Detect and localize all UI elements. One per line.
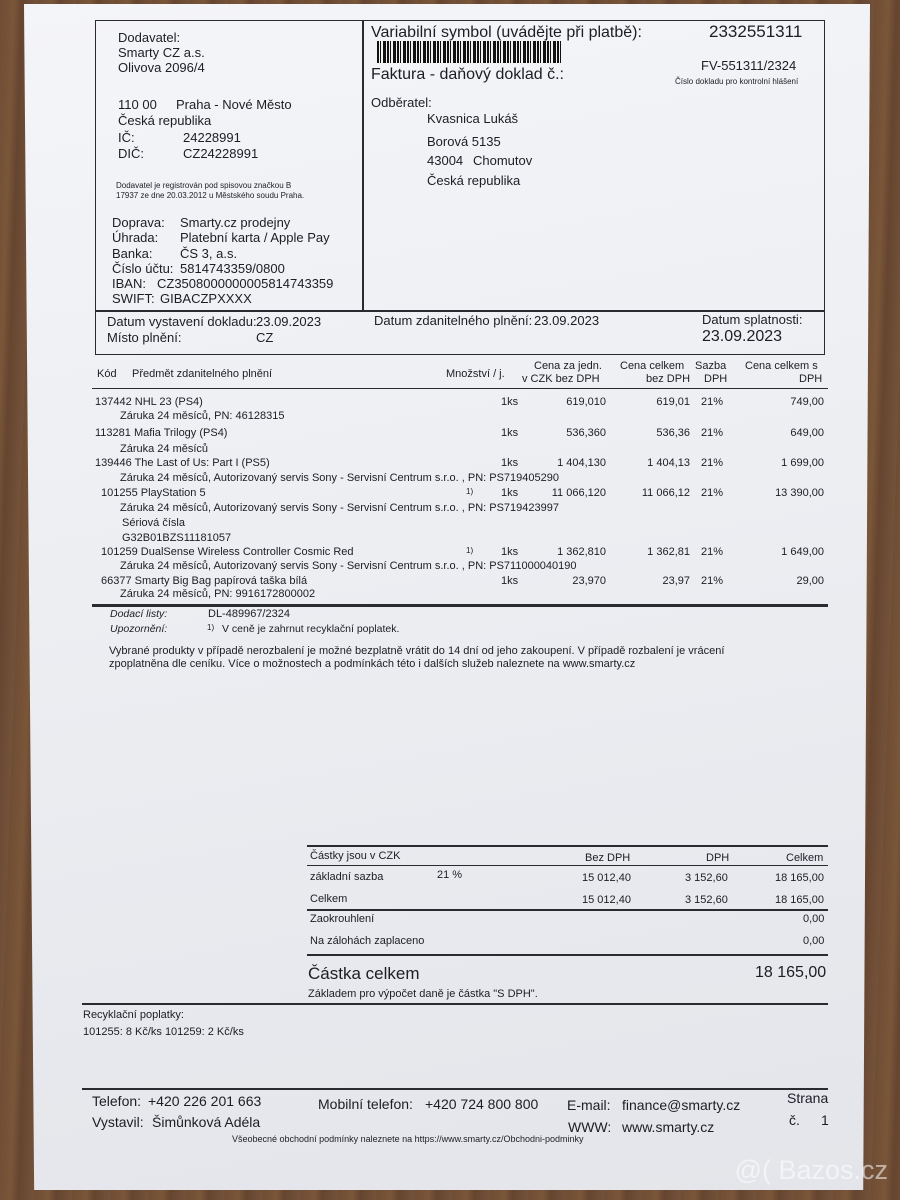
item-gross-total: 13 390,00 — [775, 487, 824, 499]
due-date: 23.09.2023 — [702, 328, 783, 345]
item-quantity: 1ks — [501, 396, 519, 408]
grand-total-value: 18 165,00 — [755, 964, 827, 981]
recycling-label: Recyklační poplatky: — [83, 1009, 184, 1021]
item-quantity: 1ks — [501, 427, 519, 439]
item-unit-price: 23,970 — [572, 575, 606, 587]
item-unit-price: 619,010 — [566, 396, 606, 408]
summary-top-line — [307, 845, 828, 847]
www-label: WWW: — [568, 1119, 612, 1135]
item-footnote-mark: 1) — [466, 487, 474, 496]
col-net-1: Cena celkem — [620, 360, 685, 372]
item-quantity: 1ks — [501, 487, 519, 499]
var-symbol-value: 2332551311 — [709, 22, 803, 41]
customer-zip: 43004 — [427, 153, 464, 168]
supplier-ic: 24228991 — [183, 130, 241, 145]
item-description: Záruka 24 měsíců, Autorizovaný servis Sony - Servisní Centrum s.r.o. , PN: PS719405290 — [120, 472, 559, 484]
basic-rate: 21 % — [437, 869, 463, 881]
warning-text: V ceně je zahrnut recyklační poplatek. — [222, 623, 400, 635]
return-policy-2: zpoplatněna dle ceníku. Více o možnostech a podmínkách této i dalších služeb naleznete na www.smarty.cz — [109, 658, 636, 670]
email-label: E-mail: — [567, 1097, 611, 1113]
item-description: Záruka 24 měsíců — [120, 443, 209, 455]
item-gross-total: 1 649,00 — [781, 546, 824, 558]
summary-h-vat: DPH — [706, 852, 730, 864]
table-header-line — [92, 388, 828, 389]
table-row — [0, 427, 900, 443]
table-row — [0, 502, 900, 518]
ucet-label: Číslo účtu: — [112, 261, 174, 276]
col-rate-2: DPH — [704, 373, 728, 385]
total-label: Celkem — [310, 893, 348, 905]
supplier-zip: 110 00 — [118, 97, 157, 112]
table-row — [0, 560, 900, 576]
item-quantity: 1ks — [501, 457, 519, 469]
header-divider — [362, 20, 364, 310]
www-value: www.smarty.cz — [622, 1119, 715, 1135]
iban-label: IBAN: — [112, 276, 146, 291]
terms-note: Všeobecné obchodní podmínky naleznete na https://www.smarty.cz/Obchodni-podminky — [232, 1134, 584, 1144]
banka-value: ČS 3, a.s. — [180, 246, 238, 261]
recycling-values: 101255: 8 Kč/ks 101259: 2 Kč/ks — [83, 1026, 244, 1038]
deposit-label: Na zálohách zaplaceno — [310, 935, 425, 947]
issue-date: 23.09.2023 — [256, 314, 322, 329]
col-subject: Předmět zdanitelného plnění — [132, 368, 273, 380]
doc-label: Faktura - daňový doklad č.: — [371, 66, 564, 83]
summary-grand-line — [307, 954, 828, 956]
deposit-value: 0,00 — [803, 935, 825, 947]
ucet-value: 5814743359/0800 — [180, 261, 285, 276]
item-unit-price: 1 362,810 — [557, 546, 606, 558]
uhrada-value: Platební karta / Apple Pay — [180, 230, 330, 245]
issuer-value: Šimůnková Adéla — [152, 1114, 261, 1130]
page-label: Strana — [787, 1090, 829, 1106]
col-unit-2: v CZK bez DPH — [522, 373, 600, 385]
supplier-street: Olivova 2096/4 — [118, 60, 205, 75]
barcode — [377, 41, 561, 63]
item-net-total: 11 066,12 — [641, 487, 690, 499]
item-vat-rate: 21% — [701, 396, 724, 408]
item-description: 101255 PlayStation 5 — [101, 487, 206, 499]
basic-rate-label: základní sazba — [310, 871, 384, 883]
place-label: Místo plnění: — [107, 330, 182, 345]
basic-net: 15 012,40 — [582, 872, 631, 884]
table-row — [0, 410, 900, 426]
registry-line-1: Dodavatel je registrován pod spisovou značkou B — [116, 181, 292, 190]
item-description: 66377 Smarty Big Bag papírová taška bílá — [101, 575, 308, 587]
item-gross-total: 649,00 — [790, 427, 824, 439]
taxable-date-label: Datum zdanitelného plnění: — [374, 313, 533, 328]
delivery-value: DL-489967/2324 — [208, 608, 290, 620]
rounding-value: 0,00 — [803, 913, 825, 925]
customer-heading: Odběratel: — [371, 95, 432, 110]
item-description: Záruka 24 měsíců, PN: 46128315 — [120, 410, 285, 422]
email-value: finance@smarty.cz — [622, 1097, 741, 1113]
item-description: Záruka 24 měsíců, Autorizovaný servis Sony - Servisní Centrum s.r.o. , PN: PS711000040190 — [120, 560, 577, 572]
tax-basis-note: Základem pro výpočet daně je částka "S DPH". — [308, 988, 538, 1000]
supplier-country: Česká republika — [118, 113, 212, 128]
customer-country: Česká republika — [427, 173, 521, 188]
col-gross-2: DPH — [799, 373, 823, 385]
summary-bottom-line — [82, 1003, 828, 1005]
phone-value: +420 226 201 663 — [148, 1093, 262, 1109]
page-number: 1 — [821, 1112, 829, 1128]
supplier-heading: Dodavatel: — [118, 30, 181, 45]
delivery-label: Dodací listy: — [110, 608, 168, 620]
item-description: Sériová čísla — [122, 517, 185, 529]
table-row — [0, 487, 900, 503]
var-symbol-label: Variabilní symbol (uvádějte při platbě): — [371, 24, 642, 41]
table-bottom-line — [92, 604, 828, 607]
total-vat: 3 152,60 — [685, 894, 728, 906]
taxable-date: 23.09.2023 — [534, 313, 600, 328]
item-net-total: 1 362,81 — [647, 546, 690, 558]
item-unit-price: 11 066,120 — [551, 487, 606, 499]
item-quantity: 1ks — [501, 546, 519, 558]
item-unit-price: 536,360 — [566, 427, 606, 439]
item-net-total: 536,36 — [656, 427, 690, 439]
item-vat-rate: 21% — [701, 427, 724, 439]
item-description: 101259 DualSense Wireless Controller Cosmic Red — [101, 546, 354, 558]
swift-value: GIBACZPXXXX — [160, 291, 252, 306]
supplier-name: Smarty CZ a.s. — [118, 45, 205, 60]
col-qty: Množství / j. — [446, 368, 505, 380]
col-unit-1: Cena za jedn. — [534, 360, 602, 372]
item-gross-total: 29,00 — [796, 575, 824, 587]
doc-number: FV-551311/2324 — [701, 58, 797, 73]
item-description: Záruka 24 měsíců, PN: 9916172800002 — [120, 588, 316, 600]
col-rate-1: Sazba — [695, 360, 727, 372]
table-row — [0, 472, 900, 488]
item-gross-total: 749,00 — [790, 396, 824, 408]
item-footnote-mark: 1) — [466, 546, 474, 555]
item-description: G32B01BZS11181057 — [122, 532, 232, 544]
summary-h-total: Celkem — [786, 852, 824, 864]
mobile-label: Mobilní telefon: — [318, 1096, 413, 1112]
doc-number-note: Číslo dokladu pro kontrolní hlášení — [675, 77, 799, 86]
basic-total: 18 165,00 — [775, 872, 824, 884]
page-number-label: č. — [789, 1112, 800, 1128]
total-net: 15 012,40 — [582, 894, 631, 906]
item-unit-price: 1 404,130 — [557, 457, 606, 469]
col-net-2: bez DPH — [646, 373, 691, 385]
warning-mark: 1) — [207, 623, 215, 632]
place-value: CZ — [256, 330, 274, 345]
doprava-label: Doprava: — [112, 215, 165, 230]
footer-line — [82, 1088, 828, 1090]
doprava-value: Smarty.cz prodejny — [180, 215, 291, 230]
supplier-dic: CZ24228991 — [183, 146, 259, 161]
due-date-label: Datum splatnosti: — [702, 312, 803, 327]
customer-city: Chomutov — [473, 153, 533, 168]
summary-mid-line — [307, 909, 828, 911]
item-net-total: 1 404,13 — [647, 457, 690, 469]
watermark: @( Bazos.cz — [734, 1155, 888, 1185]
item-gross-total: 1 699,00 — [781, 457, 824, 469]
col-gross-1: Cena celkem s — [745, 360, 818, 372]
banka-label: Banka: — [112, 246, 153, 261]
iban-value: CZ3508000000005814743359 — [157, 276, 334, 291]
total-total: 18 165,00 — [775, 894, 824, 906]
item-description: Záruka 24 měsíců, Autorizovaný servis Sony - Servisní Centrum s.r.o. , PN: PS719423997 — [120, 502, 559, 514]
item-net-total: 619,01 — [656, 396, 690, 408]
table-row — [0, 457, 900, 473]
return-policy-1: Vybrané produkty v případě nerozbalení je možné bezplatně vrátit do 14 dní od jeho zakoupení. V případě rozbalení je vrácení — [109, 645, 725, 657]
grand-total-label: Částka celkem — [308, 964, 420, 983]
item-description: 139446 The Last of Us: Part I (PS5) — [95, 457, 270, 469]
table-row — [0, 517, 900, 533]
issuer-label: Vystavil: — [92, 1114, 144, 1130]
table-row — [0, 588, 900, 604]
summary-amounts-label: Částky jsou v CZK — [310, 850, 401, 862]
warning-label: Upozornění: — [110, 623, 168, 635]
item-vat-rate: 21% — [701, 546, 724, 558]
item-vat-rate: 21% — [701, 575, 724, 587]
item-description: 113281 Mafia Trilogy (PS4) — [95, 427, 228, 439]
basic-vat: 3 152,60 — [685, 872, 728, 884]
phone-label: Telefon: — [92, 1093, 142, 1109]
issue-date-label: Datum vystavení dokladu: — [107, 314, 257, 329]
summary-head-line — [307, 865, 828, 866]
supplier-dic-label: DIČ: — [118, 146, 144, 161]
item-quantity: 1ks — [501, 575, 519, 587]
supplier-city: Praha - Nové Město — [176, 97, 292, 112]
supplier-ic-label: IČ: — [118, 130, 135, 145]
registry-line-2: 17937 ze dne 20.03.2012 u Městského soudu Praha. — [116, 191, 305, 200]
col-code: Kód — [97, 368, 117, 380]
rounding-label: Zaokrouhlení — [310, 913, 375, 925]
customer-street: Borová 5135 — [427, 134, 501, 149]
uhrada-label: Úhrada: — [112, 230, 159, 245]
item-vat-rate: 21% — [701, 457, 724, 469]
customer-name: Kvasnica Lukáš — [427, 111, 519, 126]
item-vat-rate: 21% — [701, 487, 724, 499]
swift-label: SWIFT: — [112, 291, 155, 306]
item-description: 137442 NHL 23 (PS4) — [95, 396, 203, 408]
mobile-value: +420 724 800 800 — [425, 1096, 539, 1112]
item-net-total: 23,97 — [662, 575, 690, 587]
summary-h-net: Bez DPH — [585, 852, 631, 864]
